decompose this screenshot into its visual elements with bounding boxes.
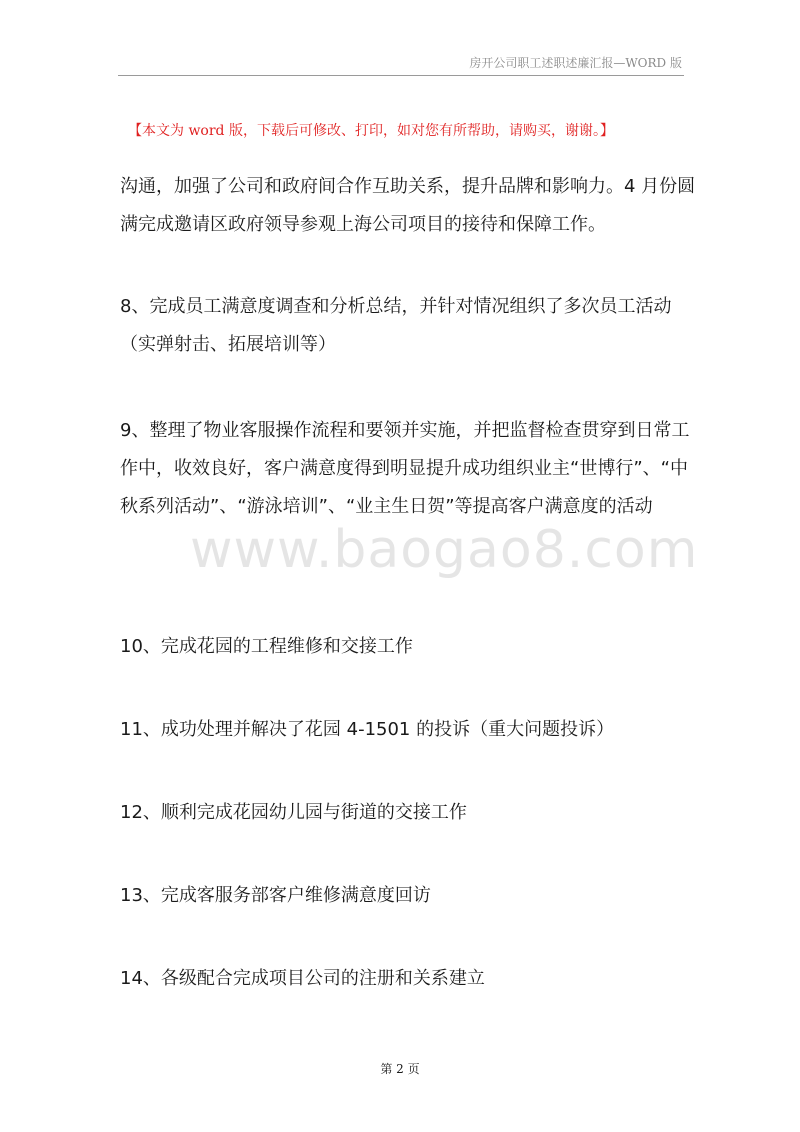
header-divider — [118, 75, 684, 76]
purchase-notice: 【本文为 word 版，下载后可修改、打印，如对您有所帮助，请购买，谢谢。】 — [128, 123, 614, 139]
list-item-11: 11、成功处理并解决了花园 4-1501 的投诉（重大问题投诉） — [120, 719, 615, 740]
paragraph-item-8: 8、完成员工满意度调查和分析总结，并针对情况组织了多次员工活动（实弹射击、拓展培训等） — [120, 296, 672, 355]
watermark: www.baogao8.com — [190, 520, 699, 580]
list-item-12: 12、顺利完成花园幼儿园与街道的交接工作 — [120, 802, 467, 823]
list-item-14: 14、各级配合完成项目公司的注册和关系建立 — [120, 968, 485, 989]
paragraph-continuation: 沟通，加强了公司和政府间合作互助关系，提升品牌和影响力。4 月份圆满完成邀请区政府领导参观上海公司项目的接待和保障工作。 — [120, 176, 696, 235]
paragraph-item-9: 9、整理了物业客服操作流程和要领并实施，并把监督检查贯穿到日常工作中，收效良好，客户满意度得到明显提升成功组织业主“世博行”、“中秋系列活动”、“游泳培训”、“业主生日贺”等提高客户满意度的活动 — [120, 420, 690, 517]
list-item-13: 13、完成客服务部客户维修满意度回访 — [120, 885, 431, 906]
list-item-10: 10、完成花园的工程维修和交接工作 — [120, 636, 413, 657]
page-number: 第 2 页 — [380, 1062, 420, 1076]
page-header-title: 房开公司职工述职述廉汇报—WORD 版 — [469, 56, 682, 70]
